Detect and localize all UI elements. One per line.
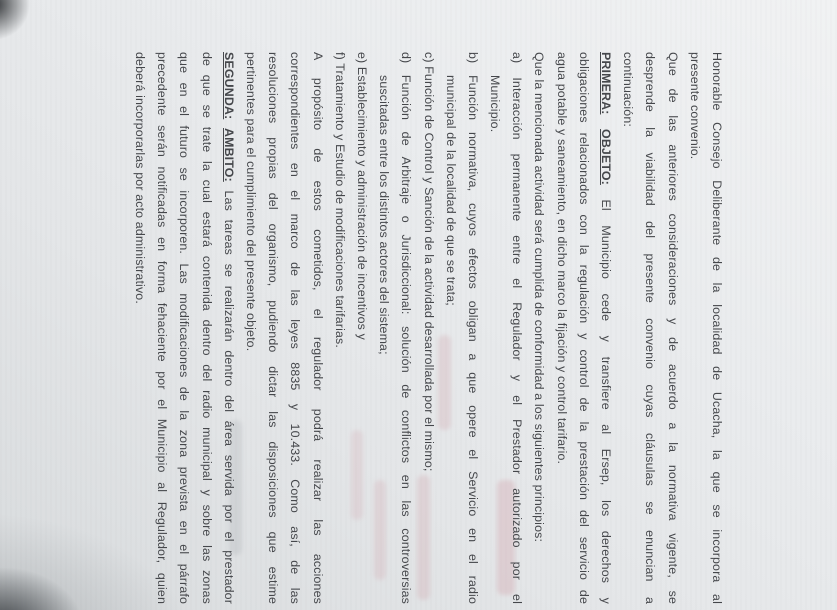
- text-run: [222, 119, 236, 128]
- text-line: [351, 52, 373, 604]
- text-line: [528, 52, 550, 604]
- text-line: [151, 52, 173, 604]
- text-run: municipal de la localidad de que se trata;: [443, 75, 458, 306]
- text-run: a) Interacción permanente entre el Regulador y el Prestador autorizado por el: [510, 52, 525, 604]
- text-line: [329, 52, 351, 604]
- text-run: obligaciones relacionados con la regulación y control de la prestación del servicio de: [576, 52, 591, 604]
- text-line: [573, 52, 595, 604]
- text-line: [306, 52, 328, 604]
- text-run: que en el futuro se incorporen. Las modificaciones de la zona prevista en el párrafo: [177, 52, 192, 604]
- text-line: [395, 52, 417, 604]
- text-run: agua potable y saneamiento, en dicho marco la fijación y control tarifario.: [554, 52, 569, 465]
- text-run: [599, 114, 613, 129]
- text-line: [284, 52, 306, 604]
- text-run: deberá incorporarlas por acto administrativo.: [133, 52, 148, 304]
- text-run: desprende la viabilidad del presente convenio cuyas cláusulas se enuncian a: [643, 52, 658, 604]
- text-run: Municipio.: [488, 75, 503, 133]
- document-sheet: [128, 52, 728, 604]
- text-run: Que la mencionada actividad será cumplida de conformidad a los siguientes principios:: [532, 52, 547, 543]
- text-line: [484, 52, 506, 604]
- text-run: c) Función de Control y Sanción de la actividad desarrollada por el mismo;: [421, 52, 436, 472]
- clause-heading: OBJETO:: [599, 129, 614, 185]
- text-run: Honorable Consejo Deliberante de la localidad de Ucacha, la que se incorpora al: [710, 52, 724, 604]
- text-run: El Municipio cede y transfiere al Ersep, los derechos y: [599, 184, 614, 604]
- text-run: continuación:: [621, 52, 636, 127]
- text-line: [639, 52, 661, 604]
- text-line: [218, 52, 240, 604]
- text-run: correspondientes en el marco de las leyes 8835 y 10.433. Como así, de las: [288, 52, 303, 604]
- text-run: e) Establecimiento y administración de incentivos y: [355, 52, 369, 340]
- text-line: [129, 52, 151, 604]
- text-line: [440, 52, 462, 604]
- text-line: [462, 52, 484, 604]
- text-line: [684, 52, 706, 604]
- text-line: [506, 52, 528, 604]
- clause-heading: PRIMERA:: [599, 52, 614, 115]
- text-line: [595, 52, 617, 604]
- text-line: [173, 52, 195, 604]
- text-line: [417, 52, 439, 604]
- text-run: Que de las anteriores consideraciones y de acuerdo a la normativa vigente, se: [665, 52, 680, 604]
- text-line: [661, 52, 683, 604]
- text-line: [706, 52, 728, 604]
- text-line: [262, 52, 284, 604]
- text-line: [373, 52, 395, 604]
- text-line: [617, 52, 639, 604]
- text-run: precedente serán notificadas en forma fehaciente por el Municipio al Regulador, quien: [155, 52, 170, 604]
- text-run: f) Tratamiento y Estudio de modificaciones tarifarias.: [332, 52, 347, 348]
- text-run: pertinentes para el cumplimiento del presente objeto.: [244, 52, 259, 352]
- text-run: A propósito de estos cometidos, el regulador podrá realizar las acciones: [310, 52, 325, 604]
- clause-heading: SEGUNDA:: [221, 52, 236, 120]
- text-line: [196, 52, 218, 604]
- clause-heading: AMBITO:: [221, 128, 236, 182]
- text-run: d) Función de Arbitraje o Jurisdiccional: solución de conflictos en las controversias: [399, 52, 414, 604]
- text-run: de que se trate la cual estará contenida dentro del radio municipal y sobre las zonas: [199, 52, 214, 604]
- text-run: b) Función normativa, cuyos efectos obligan a que opere el Servicio en el radio: [465, 52, 480, 604]
- document-lines: [129, 52, 728, 604]
- text-run: Las tareas se realizarán dentro del área servida por el prestador: [221, 181, 236, 604]
- text-run: resoluciones propias del organismo, pudiendo dictar las disposiciones que estime: [266, 52, 281, 604]
- text-run: presente convenio.: [687, 52, 702, 160]
- text-run: suscitadas entre los distintos actores del sistema;: [377, 75, 392, 355]
- text-line: [551, 52, 573, 604]
- text-line: [240, 52, 262, 604]
